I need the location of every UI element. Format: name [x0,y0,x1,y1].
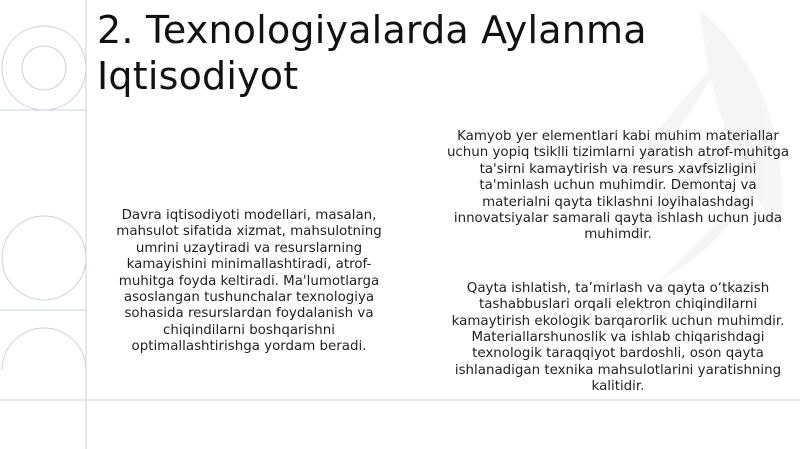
deco-circle-lower [2,216,86,300]
left-paragraph: Davra iqtisodiyoti modellari, masalan, mahsulot sifatida xizmat, mahsulotning umrini uzaytiradi va resurslarning kamayishini minimallashtiradi, atrof-muhitga foyda keltiradi. Ma'lumotlarga asoslangan tushunchalar texnologiya sohasida resurslardan foydalanish va chiqindilarni boshqarishni optimallashtirishga yordam beradi. [116,208,382,355]
deco-circle-small [22,46,66,90]
right-paragraph-2: Qayta ishlatish, ta’mirlash va qayta o‘tkazish tashabbuslari orqali elektron chiqindilarni kamaytirish ekologik barqarorlik uchun muhimdir. Materiallarshunoslik va ishlab chiqarishdagi texnologik taraqqiyot bardoshli, oson qayta ishlanadigan texnika mahsulotlarini yaratishning kalitidir. [451,280,785,395]
deco-arc [2,328,86,370]
right-paragraph-1: Kamyob yer elementlari kabi muhim materiallar uchun yopiq tsiklli tizimlarni yaratish atrof-muhitga ta'sirni kamaytirish va resurs xavfsizligini ta'minlash uchun muhimdir. Demontaj va materialni qayta tiklashni loyihalashdagi innovatsiyalar samarali qayta ishlash uchun juda muhimdir. [446,129,790,243]
right-text-column [446,129,790,396]
slide-title: 2. Texnologiyalarda Aylanma Iqtisodiyot [97,8,647,98]
left-text-column [105,208,393,356]
deco-circle-large [2,26,86,110]
